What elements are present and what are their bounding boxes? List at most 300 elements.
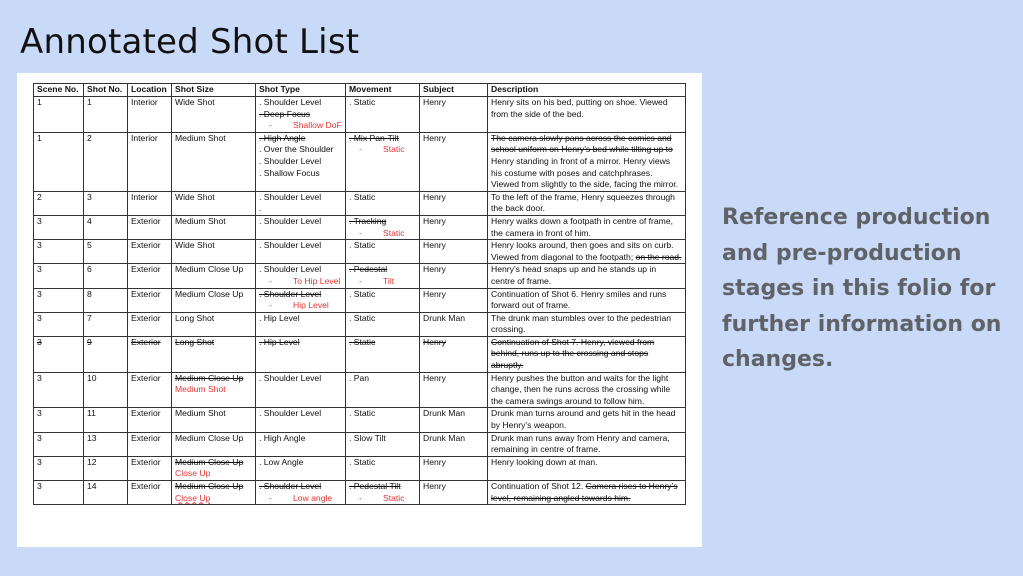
slide-title: Annotated Shot List (20, 22, 360, 62)
table-row (34, 408, 686, 432)
cell-location (128, 215, 172, 239)
cell-subject (420, 288, 488, 312)
line-text: . Over the Shoulder (259, 144, 334, 155)
cell-description (488, 264, 686, 288)
cell-subject-text: Henry (423, 132, 446, 143)
cell-shot-no (84, 481, 128, 505)
cell-shot-size (172, 264, 256, 288)
cell-movement (346, 481, 420, 505)
annotation-correction (349, 228, 416, 240)
line-text: . Mix Pan-Tilt (349, 132, 399, 143)
cell-subject-text: Henry (423, 215, 446, 226)
cell-scene-no-text: 3 (37, 264, 42, 275)
line-text: Wide Shot (175, 97, 215, 107)
cell-description (488, 97, 686, 133)
cell-shot-no-text: 6 (87, 264, 92, 275)
cell-subject (420, 312, 488, 336)
cell-subject (420, 215, 488, 239)
cell-shot-type (256, 264, 346, 288)
line-text: Medium Close Up (175, 372, 244, 383)
cell-location-text: Interior (131, 191, 158, 202)
line-text: . Static (349, 191, 376, 202)
cell-description (488, 456, 686, 480)
header-shot-type: Shot Type (256, 84, 346, 97)
cell-scene-no (34, 432, 84, 456)
cell-shot-no (84, 456, 128, 480)
line-text: . Static (349, 288, 376, 299)
cell-subject-text: Henry (423, 264, 446, 275)
cell-movement (346, 215, 420, 239)
annotation-correction (349, 276, 416, 288)
bullet-dash: - (269, 120, 272, 131)
cell-location-text: Exterior (131, 372, 161, 383)
cell-movement-line (349, 457, 416, 469)
cell-subject (420, 97, 488, 133)
line-text: . Shoulder Level (259, 408, 322, 419)
table-row (34, 336, 686, 372)
cell-shot-size (172, 481, 256, 505)
cell-subject-text: Henry (423, 240, 446, 251)
description-segment: To the left of the frame, Henry squeezes through the back door. (491, 191, 675, 214)
cell-shot-no (84, 264, 128, 288)
cell-subject-text: Henry (423, 456, 446, 467)
cell-shot-size-line (175, 97, 252, 109)
cell-scene-no-text: 2 (37, 191, 42, 202)
line-text: . Static (349, 240, 376, 251)
cell-shot-size (172, 336, 256, 372)
cell-scene-no (34, 456, 84, 480)
annotation-correction (259, 300, 342, 312)
cell-shot-size-line (175, 373, 252, 385)
line-text: . Shoulder Level (259, 481, 322, 491)
header-shot-no: Shot No. (84, 84, 128, 97)
cell-shot-size (172, 132, 256, 191)
cell-shot-type (256, 191, 346, 215)
cell-movement (346, 264, 420, 288)
cell-location (128, 240, 172, 264)
line-text: Medium Close Up (175, 432, 244, 443)
cell-shot-type-line (259, 216, 342, 228)
cell-location-text: Exterior (131, 408, 161, 419)
cell-description (488, 372, 686, 408)
cell-location-text: Exterior (131, 240, 161, 251)
line-text: Close Up (175, 492, 211, 503)
description-segment: Henry looking down at man. (491, 456, 598, 467)
cell-location (128, 97, 172, 133)
cell-shot-type-line (259, 408, 342, 420)
cell-shot-size (172, 372, 256, 408)
cell-location (128, 408, 172, 432)
cell-shot-type-line (259, 289, 342, 301)
description-segment: Drunk man runs away from Henry and camera, remaining in centre of frame. (491, 432, 670, 455)
cell-scene-no-text: 3 (37, 481, 42, 491)
table-row (34, 456, 686, 480)
cell-location-text: Exterior (131, 215, 161, 226)
cell-movement (346, 456, 420, 480)
cell-shot-no-text: 14 (87, 481, 97, 491)
cell-shot-size (172, 240, 256, 264)
cell-shot-size-line (175, 133, 252, 145)
cell-shot-size-line (175, 289, 252, 301)
cell-shot-no-text: 1 (87, 97, 92, 107)
line-text: Tilt (383, 275, 395, 286)
description-segment: on the road. (635, 251, 682, 262)
table-row (34, 288, 686, 312)
cell-subject (420, 481, 488, 505)
line-text: . Tracking (349, 215, 387, 226)
cell-subject (420, 408, 488, 432)
cell-movement-line (349, 240, 416, 252)
side-note: Reference production and pre-production stages in this folio for further information on changes. (722, 205, 1002, 372)
cell-movement-line (349, 337, 416, 349)
cell-description (488, 432, 686, 456)
line-text: . Static (349, 456, 376, 467)
cell-scene-no-text: 1 (37, 132, 42, 143)
cell-shot-type-line (259, 240, 342, 252)
cell-scene-no (34, 264, 84, 288)
description-segment: Henry’s head snaps up and he stands up in centre of frame. (491, 264, 657, 286)
cell-shot-no-text: 4 (87, 215, 92, 226)
cell-scene-no-text: 1 (37, 97, 42, 107)
bullet-dash: - (269, 275, 272, 286)
cell-shot-type (256, 408, 346, 432)
annotation-correction (175, 468, 252, 480)
cell-subject (420, 240, 488, 264)
annotation-correction (259, 493, 342, 505)
cell-scene-no-text: 3 (37, 372, 42, 383)
cell-location-text: Exterior (131, 481, 161, 491)
table-row (34, 372, 686, 408)
cell-shot-size (172, 288, 256, 312)
cell-shot-size-line (175, 313, 252, 325)
cell-shot-size (172, 191, 256, 215)
cell-shot-type (256, 336, 346, 372)
cell-shot-type-line (259, 337, 342, 349)
cell-shot-type (256, 132, 346, 191)
cell-location (128, 191, 172, 215)
line-text: . Static (349, 336, 376, 347)
line-text: Close Up (175, 468, 211, 479)
cell-shot-type-line (259, 156, 342, 168)
cell-shot-no-text: 11 (87, 408, 96, 419)
line-text: Medium Shot (175, 384, 226, 395)
cell-shot-no (84, 288, 128, 312)
line-text: . Shallow Focus (259, 167, 320, 178)
table-row (34, 432, 686, 456)
header-scene-no: Scene No. (34, 84, 84, 97)
cell-subject-text: Drunk Man (423, 408, 466, 419)
cell-shot-no-text: 12 (87, 456, 97, 467)
cell-movement (346, 240, 420, 264)
line-text: . Static (349, 97, 376, 107)
line-text: . High Angle (259, 132, 306, 143)
cell-location-text: Interior (131, 132, 158, 143)
cell-shot-no-text: 3 (87, 191, 92, 202)
description-segment: Henry looks around, then goes and sits on curb. Viewed from diagonal to the footpath; (491, 240, 674, 262)
line-text: Wide Shot (175, 191, 215, 202)
annotation-correction (349, 493, 416, 505)
cell-shot-type (256, 312, 346, 336)
cell-location (128, 264, 172, 288)
cell-scene-no (34, 191, 84, 215)
cell-subject-text: Drunk Man (423, 432, 466, 443)
cell-scene-no-text: 3 (37, 215, 42, 226)
cell-scene-no (34, 215, 84, 239)
line-text: . Shoulder Level (259, 240, 322, 251)
cell-shot-type-line (259, 133, 342, 145)
cell-location (128, 132, 172, 191)
cell-scene-no (34, 408, 84, 432)
table-row (34, 132, 686, 191)
cell-shot-type-line (259, 109, 342, 121)
cell-description (488, 408, 686, 432)
line-text: Medium Shot (175, 408, 226, 419)
cell-scene-no (34, 97, 84, 133)
shot-list-document (17, 73, 702, 547)
line-text: . Deep Focus (259, 108, 311, 119)
cell-scene-no (34, 481, 84, 505)
cell-description (488, 215, 686, 239)
line-text: . Hip Level (259, 336, 300, 347)
cell-movement-line (349, 408, 416, 420)
cell-location (128, 288, 172, 312)
cell-shot-size-line (175, 408, 252, 420)
cell-shot-no-text: 8 (87, 288, 92, 299)
cell-shot-no-text: 2 (87, 132, 92, 143)
line-text: Medium Close Up (175, 288, 244, 299)
cell-shot-type (256, 372, 346, 408)
cell-subject-text: Henry (423, 288, 446, 299)
line-text: Static (383, 227, 405, 238)
cell-shot-size (172, 312, 256, 336)
cell-subject-text: Henry (423, 97, 446, 107)
cell-shot-no-text: 5 (87, 240, 92, 251)
bullet-dash: - (359, 144, 362, 155)
header-shot-size: Shot Size (172, 84, 256, 97)
cell-shot-type-line (259, 203, 342, 215)
line-text: Static (383, 144, 405, 155)
line-text: Medium Close Up (175, 456, 244, 467)
cell-scene-no-text: 3 (37, 408, 42, 419)
cell-shot-no-text: 10 (87, 372, 97, 383)
cell-scene-no (34, 336, 84, 372)
cell-subject (420, 336, 488, 372)
cell-subject (420, 372, 488, 408)
cell-subject (420, 264, 488, 288)
cell-movement-line (349, 289, 416, 301)
cell-shot-size-line (175, 433, 252, 445)
table-row (34, 264, 686, 288)
cell-shot-type-line (259, 144, 342, 156)
cell-shot-type (256, 240, 346, 264)
cell-location-text: Exterior (131, 336, 161, 347)
line-text: . Hip Level (259, 312, 300, 323)
description-segment: Henry standing in front of a mirror. Henry views his costume with poses and catchphrases. Viewed from slightly to the side, facing the mirror. (491, 155, 679, 190)
annotation-correction (259, 276, 342, 288)
cell-scene-no-text: 3 (37, 432, 42, 443)
cell-movement (346, 372, 420, 408)
cell-shot-type-line (259, 457, 342, 469)
cell-shot-type (256, 481, 346, 505)
bullet-dash: - (269, 300, 272, 311)
cell-subject (420, 132, 488, 191)
cell-location (128, 372, 172, 408)
cell-movement (346, 312, 420, 336)
cell-shot-no (84, 432, 128, 456)
cell-subject-text: Henry (423, 481, 446, 491)
cell-shot-no (84, 336, 128, 372)
cell-shot-no (84, 191, 128, 215)
line-text: . Pedestal (349, 264, 388, 275)
description-segment: Henry pushes the button and waits for the light change, then he runs across the crossing while the camera swings around to follow him. (491, 372, 671, 406)
line-text: Long Shot (175, 336, 215, 347)
cell-description (488, 240, 686, 264)
description-segment: Drunk man turns around and gets hit in the head by Henry’s weapon. (491, 408, 676, 431)
cell-description (488, 132, 686, 191)
table-body (34, 97, 686, 505)
cell-shot-type-line (259, 373, 342, 385)
cell-shot-type-line (259, 481, 342, 493)
table-row (34, 240, 686, 264)
cell-shot-size-line (175, 481, 252, 493)
header-subject: Subject (420, 84, 488, 97)
line-text: . Shoulder Level (259, 372, 322, 383)
cell-shot-type-line (259, 433, 342, 445)
cell-shot-no (84, 215, 128, 239)
description-segment: The camera slowly pans across the comics and school uniform on Henry’s bed while tilting up to (491, 132, 673, 155)
cell-shot-type (256, 288, 346, 312)
line-text: . (259, 203, 262, 214)
cell-shot-size-line (175, 216, 252, 228)
cell-location (128, 456, 172, 480)
description-segment: Henry walks down a footpath in centre of frame, the camera in front of him. (491, 215, 673, 238)
cell-shot-no-text: 7 (87, 312, 92, 323)
description-segment: The drunk man stumbles over to the pedestrian crossing. (491, 312, 672, 335)
line-text: Long Shot (175, 312, 215, 323)
cell-location-text: Exterior (131, 312, 161, 323)
cell-location-text: Interior (131, 97, 158, 107)
line-text: . Shoulder Level (259, 155, 322, 166)
cell-shot-no (84, 372, 128, 408)
table-row (34, 312, 686, 336)
line-text: . Shoulder Level (259, 191, 322, 202)
cell-scene-no-text: 3 (37, 312, 42, 323)
cell-shot-type-line (259, 97, 342, 109)
table-header-row (34, 84, 686, 97)
annotation-correction (175, 384, 252, 396)
description-segment: Continuation of Shot 6. Henry smiles and runs forward out of frame. (491, 288, 667, 311)
cell-scene-no-text: 3 (37, 288, 42, 299)
cell-shot-size (172, 97, 256, 133)
cell-subject-text: Drunk Man (423, 312, 466, 323)
cell-shot-size-line (175, 457, 252, 469)
cell-shot-no-text: 13 (87, 432, 97, 443)
cell-movement-line (349, 373, 416, 385)
line-text: Shallow DoF (293, 120, 342, 131)
cell-shot-no (84, 408, 128, 432)
cell-shot-type (256, 456, 346, 480)
line-text: Low angle (293, 492, 333, 503)
line-text: . Shoulder Level (259, 288, 322, 299)
cell-shot-type-line (259, 192, 342, 204)
cell-scene-no (34, 240, 84, 264)
cell-movement (346, 408, 420, 432)
line-text: Medium Shot (175, 215, 226, 226)
cell-scene-no-text: 3 (37, 456, 42, 467)
cell-movement (346, 132, 420, 191)
cell-description (488, 288, 686, 312)
cell-movement (346, 288, 420, 312)
cell-subject (420, 456, 488, 480)
cell-shot-size-line (175, 264, 252, 276)
cell-movement-line (349, 192, 416, 204)
cell-shot-size-line (175, 192, 252, 204)
cell-shot-size (172, 456, 256, 480)
cell-shot-no-text: 9 (87, 336, 92, 347)
line-text: . Shoulder Level (259, 215, 322, 226)
cell-shot-no (84, 240, 128, 264)
line-text: . Slow Tilt (349, 432, 386, 443)
cell-shot-type-line (259, 264, 342, 276)
line-text: . Pan (349, 372, 370, 383)
cell-subject-text: Henry (423, 372, 446, 383)
cell-movement-line (349, 433, 416, 445)
cell-location (128, 336, 172, 372)
cell-movement-line (349, 97, 416, 109)
cell-movement-line (349, 216, 416, 228)
table-row (34, 481, 686, 505)
line-text: Medium Close Up (175, 481, 244, 491)
cell-movement-line (349, 481, 416, 493)
cell-scene-no (34, 312, 84, 336)
cell-subject-text: Henry (423, 191, 446, 202)
cell-movement (346, 97, 420, 133)
cell-shot-size (172, 432, 256, 456)
line-text: . Static (349, 408, 376, 419)
line-text: To Hip Level (293, 275, 341, 286)
table-row (34, 191, 686, 215)
line-text: . Shoulder Level (259, 97, 322, 107)
cell-shot-no (84, 312, 128, 336)
cell-location-text: Exterior (131, 288, 161, 299)
bullet-dash: - (359, 227, 362, 238)
cell-subject (420, 191, 488, 215)
cell-shot-type (256, 215, 346, 239)
bullet-dash: - (359, 275, 362, 286)
description-segment: Henry sits on his bed, putting on shoe. Viewed from the side of the bed. (491, 97, 668, 119)
cell-scene-no (34, 132, 84, 191)
cell-scene-no-text: 3 (37, 240, 42, 251)
cell-shot-no (84, 97, 128, 133)
cell-shot-size (172, 408, 256, 432)
bullet-dash: - (269, 492, 272, 503)
table-row (34, 215, 686, 239)
line-text: . Shoulder Level (259, 264, 322, 275)
line-text: . Static (349, 312, 376, 323)
line-text: Medium Close Up (175, 264, 244, 275)
cell-movement-line (349, 133, 416, 145)
cell-shot-size-line (175, 240, 252, 252)
cell-location-text: Exterior (131, 432, 161, 443)
line-text: Wide Shot (175, 240, 215, 251)
cell-shot-type (256, 97, 346, 133)
cell-location (128, 432, 172, 456)
cell-location (128, 481, 172, 505)
cell-shot-size (172, 215, 256, 239)
line-text: . Low Angle (259, 456, 304, 467)
annotation-correction (259, 120, 342, 132)
cell-location-text: Exterior (131, 264, 161, 275)
